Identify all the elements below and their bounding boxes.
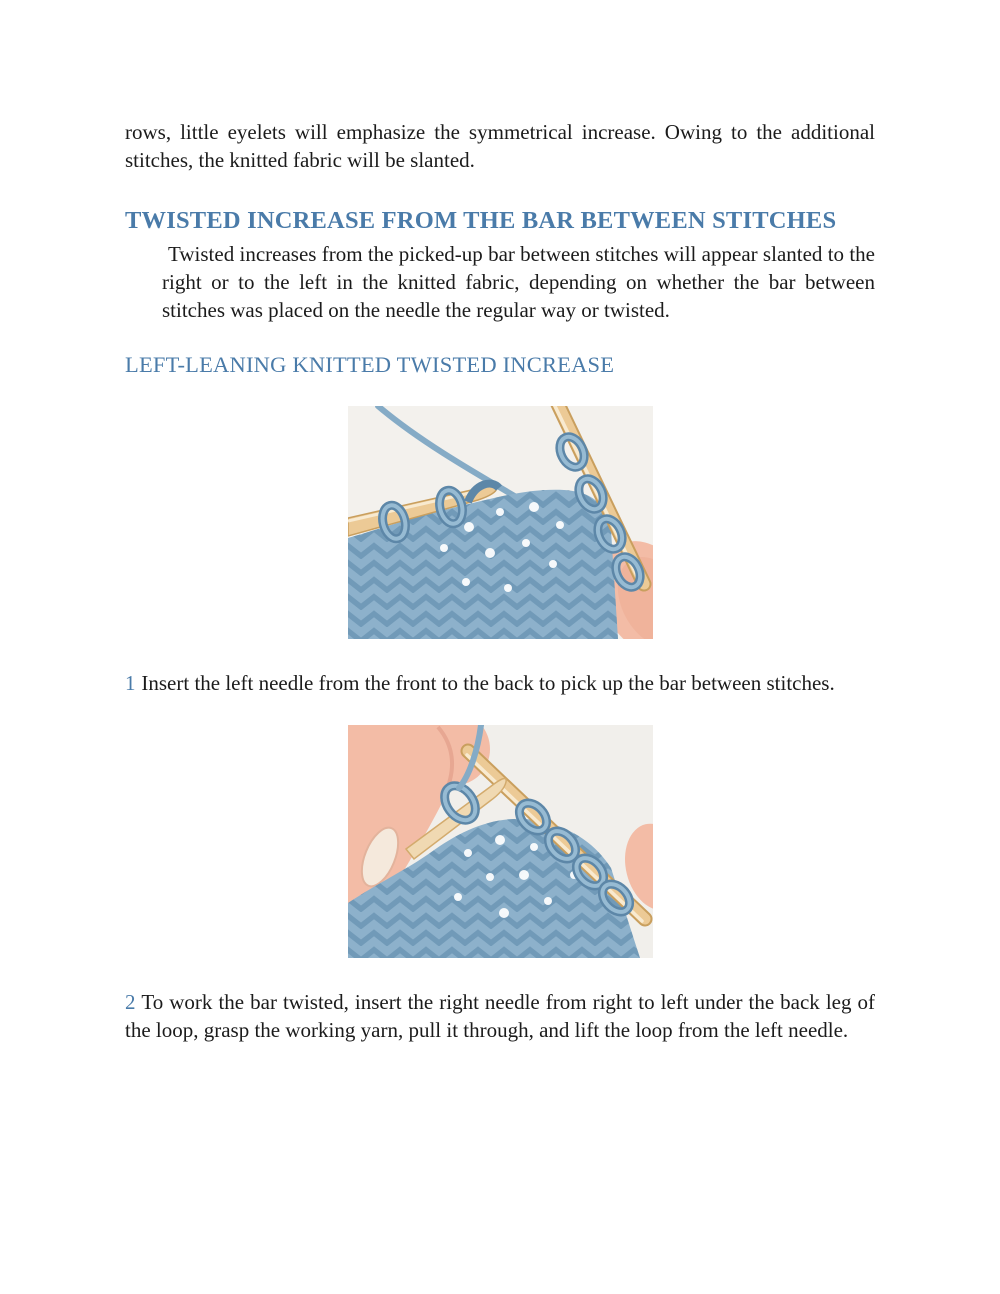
step-1-text: Insert the left needle from the front to the back to pick up the bar between stitches. — [141, 671, 835, 695]
subsection-heading: LEFT-LEANING KNITTED TWISTED INCREASE — [125, 352, 615, 377]
step-2-text: To work the bar twisted, insert the right needle from right to left under the back leg of the loop, grasp the working yarn, pull it through, and lift the loop from the left needle. — [125, 990, 875, 1042]
knitting-photo-step-1 — [348, 406, 653, 639]
step-1-paragraph — [125, 669, 875, 697]
section-intro-paragraph: Twisted increases from the picked-up bar between stitches will appear slanted to the right or to the left in the knitted fabric, depending on whether the bar between stitches was placed on the needle the regular way or twisted. — [162, 242, 875, 322]
knitting-photo-step-2 — [348, 725, 653, 958]
section-heading: TWISTED INCREASE FROM THE BAR BETWEEN STITCHES — [125, 207, 837, 234]
step-1-number: 1 — [125, 671, 136, 695]
step-2-number: 2 — [125, 990, 136, 1014]
step-2-paragraph — [125, 988, 875, 1044]
continuation-paragraph: rows, little eyelets will emphasize the symmetrical increase. Owing to the additional stitches, the knitted fabric will be slanted. — [125, 120, 875, 172]
